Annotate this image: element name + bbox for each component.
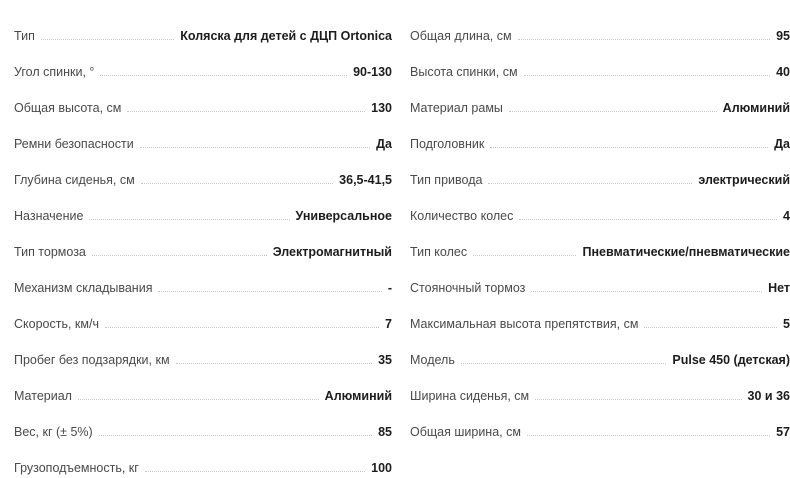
spec-value: Да <box>774 137 790 151</box>
spec-value: Универсальное <box>295 209 392 223</box>
spec-dot-leader <box>461 362 667 364</box>
spec-row <box>14 260 392 296</box>
spec-dot-leader <box>527 434 770 436</box>
spec-label: Количество колес <box>410 209 514 223</box>
spec-label: Общая длина, см <box>410 29 512 43</box>
spec-dot-leader <box>92 254 267 256</box>
spec-value: Электромагнитный <box>272 245 392 259</box>
spec-row <box>14 224 392 260</box>
spec-value: 90-130 <box>353 65 392 79</box>
spec-label: Тип тормоза <box>14 245 86 259</box>
spec-row <box>14 188 392 224</box>
spec-label: Тип привода <box>410 173 483 187</box>
spec-value: Алюминий <box>324 389 392 403</box>
spec-row <box>14 8 392 44</box>
spec-value: электрический <box>698 173 790 187</box>
spec-value: 130 <box>371 101 392 115</box>
spec-value: Pulse 450 (детская) <box>672 353 790 367</box>
spec-dot-leader <box>127 110 365 112</box>
spec-label: Глубина сиденья, см <box>14 173 135 187</box>
spec-label: Максимальная высота препятствия, см <box>410 317 639 331</box>
spec-row <box>410 404 790 440</box>
spec-label: Модель <box>410 353 455 367</box>
spec-dot-leader <box>145 470 365 472</box>
spec-label: Ширина сиденья, см <box>410 389 530 403</box>
spec-dot-leader <box>89 218 289 220</box>
spec-label: Вес, кг (± 5%) <box>14 425 93 439</box>
spec-value: Пневматические/пневматические <box>582 245 790 259</box>
spec-column-right <box>392 8 790 476</box>
spec-dot-leader <box>158 290 381 292</box>
spec-value: 57 <box>776 425 790 439</box>
spec-dot-leader <box>509 110 717 112</box>
spec-value: Коляска для детей с ДЦП Ortonica <box>180 29 392 43</box>
spec-label: Высота спинки, см <box>410 65 518 79</box>
spec-label: Пробег без подзарядки, км <box>14 353 170 367</box>
spec-label: Ремни безопасности <box>14 137 134 151</box>
spec-label: Материал <box>14 389 72 403</box>
spec-label: Подголовник <box>410 137 485 151</box>
spec-dot-leader <box>488 182 692 184</box>
spec-dot-leader <box>41 38 174 40</box>
spec-dot-leader <box>531 290 762 292</box>
spec-row <box>410 296 790 332</box>
spec-label: Общая высота, см <box>14 101 122 115</box>
spec-dot-leader <box>518 38 771 40</box>
spec-row <box>410 116 790 152</box>
spec-value: Нет <box>768 281 790 295</box>
spec-row <box>14 152 392 188</box>
spec-row <box>410 80 790 116</box>
spec-value: - <box>387 281 392 295</box>
spec-dot-leader <box>141 182 333 184</box>
spec-row <box>14 332 392 368</box>
spec-value: 30 и 36 <box>747 389 790 403</box>
spec-row <box>14 116 392 152</box>
spec-dot-leader <box>100 74 347 76</box>
spec-row <box>410 332 790 368</box>
spec-label: Общая ширина, см <box>410 425 521 439</box>
spec-dot-leader <box>519 218 777 220</box>
spec-value: 40 <box>776 65 790 79</box>
spec-row <box>14 404 392 440</box>
spec-dot-leader <box>490 146 768 148</box>
spec-column-left <box>0 8 392 476</box>
spec-row <box>410 188 790 224</box>
spec-value: 5 <box>783 317 790 331</box>
spec-label: Тип <box>14 29 35 43</box>
spec-row <box>410 8 790 44</box>
spec-value: 4 <box>783 209 790 223</box>
spec-row <box>410 44 790 80</box>
spec-label: Грузоподъемность, кг <box>14 461 139 475</box>
spec-dot-leader <box>99 434 372 436</box>
spec-label: Стояночный тормоз <box>410 281 526 295</box>
spec-row <box>14 80 392 116</box>
spec-label: Скорость, км/ч <box>14 317 99 331</box>
spec-value: 35 <box>378 353 392 367</box>
spec-dot-leader <box>644 326 777 328</box>
spec-label: Механизм складывания <box>14 281 153 295</box>
spec-row <box>410 152 790 188</box>
spec-label: Угол спинки, ° <box>14 65 95 79</box>
spec-dot-leader <box>140 146 370 148</box>
spec-label: Назначение <box>14 209 84 223</box>
spec-value: 85 <box>378 425 392 439</box>
spec-label: Тип колес <box>410 245 468 259</box>
spec-row <box>410 224 790 260</box>
spec-dot-leader <box>105 326 379 328</box>
spec-value: Алюминий <box>722 101 790 115</box>
spec-label: Материал рамы <box>410 101 503 115</box>
spec-row <box>14 368 392 404</box>
spec-dot-leader <box>535 398 741 400</box>
spec-value: 36,5-41,5 <box>339 173 392 187</box>
spec-dot-leader <box>473 254 576 256</box>
spec-value: 95 <box>776 29 790 43</box>
spec-value: 100 <box>371 461 392 475</box>
spec-row <box>14 44 392 80</box>
spec-value: 7 <box>385 317 392 331</box>
spec-dot-leader <box>176 362 373 364</box>
spec-value: Да <box>376 137 392 151</box>
spec-row <box>14 296 392 332</box>
spec-dot-leader <box>78 398 319 400</box>
spec-row <box>410 260 790 296</box>
spec-row <box>14 440 392 476</box>
spec-row <box>410 368 790 404</box>
spec-dot-leader <box>524 74 771 76</box>
